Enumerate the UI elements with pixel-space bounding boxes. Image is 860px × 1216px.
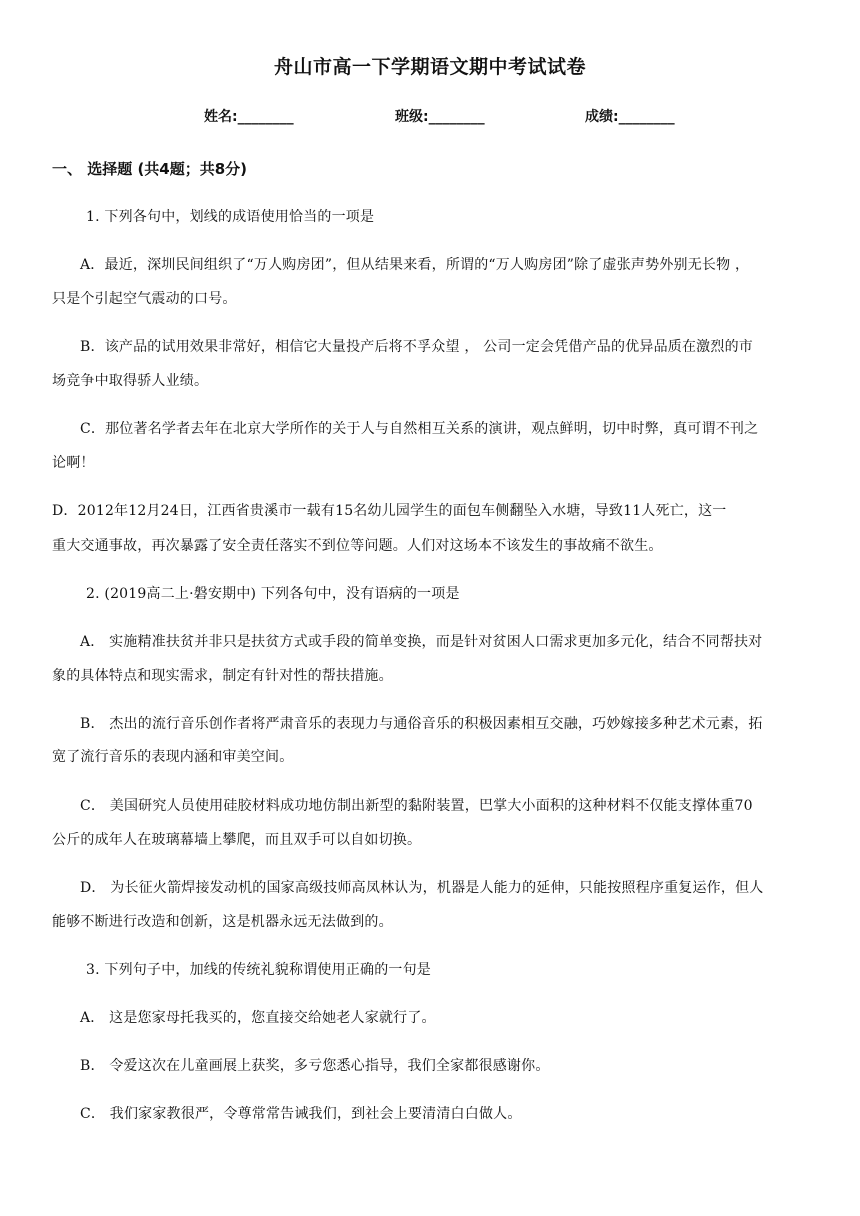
q2-option-c: C． 美国研究人员使用硅胶材料成功地仿制出新型的黏附装置，巴掌大小面积的这种材料不仅能支撑体重70 <box>80 798 753 814</box>
section-heading: 一、 选择题 (共4题；共8分) <box>52 160 248 178</box>
score-field: 成绩:________ <box>585 109 675 125</box>
q1-option-b-cont: 场竞争中取得骄人业绩。 <box>52 373 209 389</box>
class-field: 班级:________ <box>395 109 485 125</box>
question-2: 2. (2019高二上·磐安期中) 下列各句中，没有语病的一项是 <box>86 586 460 602</box>
q2-option-a: A． 实施精准扶贫并非只是扶贫方式或手段的简单变换，而是针对贫困人口需求更加多元化，结合不同帮扶对 <box>80 634 763 650</box>
q2-option-c-cont: 公斤的成年人在玻璃幕墙上攀爬，而且双手可以自如切换。 <box>52 832 422 848</box>
q2-option-a-cont: 象的具体特点和现实需求，制定有针对性的帮扶措施。 <box>52 668 393 684</box>
q1-option-c-cont: 论啊！ <box>52 455 95 471</box>
q1-option-d: D．2012年12月24日，江西省贵溪市一载有15名幼儿园学生的面包车侧翻坠入水塘，导致11人死亡，这一 <box>52 503 727 519</box>
q2-option-d: D． 为长征火箭焊接发动机的国家高级技师高凤林认为，机器是人能力的延伸，只能按照程序重复运作，但人 <box>80 880 764 896</box>
q3-option-c: C． 我们家家教很严，令尊常常告诫我们，到社会上要清清白白做人。 <box>80 1106 522 1122</box>
q1-option-a-cont: 只是个引起空气震动的口号。 <box>52 291 237 307</box>
q2-option-b: B． 杰出的流行音乐创作者将严肃音乐的表现力与通俗音乐的积极因素相互交融，巧妙嫁接多种艺术元素，拓 <box>80 716 763 732</box>
exam-title: 舟山市高一下学期语文期中考试试卷 <box>273 56 586 78</box>
question-3: 3. 下列句子中，加线的传统礼貌称谓使用正确的一句是 <box>86 962 432 978</box>
q1-option-c: C．那位著名学者去年在北京大学所作的关于人与自然相互关系的演讲，观点鲜明，切中时弊，真可谓不刊之 <box>80 421 759 437</box>
q3-option-b: B． 令爱这次在儿童画展上获奖，多亏您悉心指导，我们全家都很感谢你。 <box>80 1058 550 1074</box>
q1-option-a: A．最近，深圳民间组织了“万人购房团”，但从结果来看，所谓的“万人购房团”除了虚张声势外别无长物 ， <box>80 257 750 273</box>
question-1: 1. 下列各句中，划线的成语使用恰当的一项是 <box>86 209 375 225</box>
name-field: 姓名:________ <box>204 109 294 125</box>
q3-option-a: A． 这是您家母托我买的，您直接交给她老人家就行了。 <box>80 1010 436 1026</box>
q2-option-b-cont: 宽了流行音乐的表现内涵和审美空间。 <box>52 749 294 765</box>
q1-option-b: B．该产品的试用效果非常好，相信它大量投产后将不孚众望 ， 公司一定会凭借产品的优异品质在激烈的市 <box>80 339 753 355</box>
q2-option-d-cont: 能够不断进行改造和创新，这是机器永远无法做到的。 <box>52 914 393 930</box>
q1-option-d-cont: 重大交通事故，再次暴露了安全责任落实不到位等问题。人们对这场本不该发生的事故痛不欲生。 <box>52 538 663 554</box>
